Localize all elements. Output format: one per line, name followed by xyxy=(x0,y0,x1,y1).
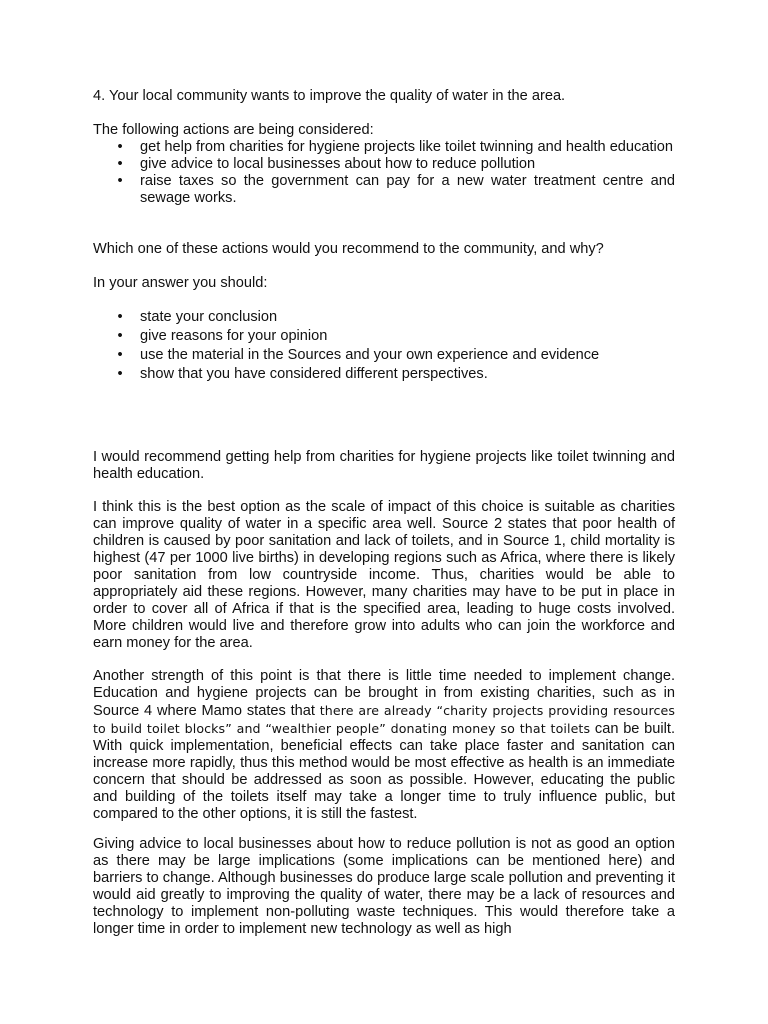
answer-paragraph: Giving advice to local businesses about how to reduce pollution is not as good an option as there may be large implications (some implications can be mentioned here) and barriers to change. Although businesses do produce large scale pollution and preventing it would aid greatly to improving the quality of water, there may be a lack of resources and technology to implement non-polluting waste techniques. This would therefore take a longer time in order to implement new technology as well as high xyxy=(93,836,675,937)
list-item xyxy=(93,156,675,173)
bullet-icon: • xyxy=(117,309,123,325)
bullet-icon: • xyxy=(117,139,123,155)
answer-paragraph xyxy=(93,668,675,823)
answer-instructions-intro: In your answer you should: xyxy=(93,275,268,291)
list-item xyxy=(93,139,675,156)
instruction-text: give reasons for your opinion xyxy=(140,328,328,344)
list-item xyxy=(93,173,675,207)
paragraph-text: Another strength of this point is that there is little time needed to implement change. Education and hygiene projects can be brought in from existing charities, such as in Source 4 where Mamo states that xyxy=(93,668,675,719)
instruction-text: show that you have considered different perspectives. xyxy=(140,366,488,382)
list-item xyxy=(93,328,675,345)
question-prompt: Which one of these actions would you recommend to the community, and why? xyxy=(93,241,604,257)
options-list xyxy=(93,139,675,207)
answer-recommendation: I would recommend getting help from charities for hygiene projects like toilet twinning and health education. xyxy=(93,449,675,482)
option-text: give advice to local businesses about how to reduce pollution xyxy=(140,156,536,172)
list-item xyxy=(93,309,675,326)
bullet-icon: • xyxy=(117,173,123,189)
option-text: raise taxes so the government can pay for a new water treatment centre and sewage works. xyxy=(140,173,675,206)
instruction-text: use the material in the Sources and your own experience and evidence xyxy=(140,347,600,363)
list-item xyxy=(93,347,675,364)
bullet-icon: • xyxy=(117,156,123,172)
question-title: 4. Your local community wants to improve the quality of water in the area. xyxy=(93,88,566,104)
bullet-icon: • xyxy=(117,366,123,382)
instructions-list xyxy=(93,309,675,383)
instruction-text: state your conclusion xyxy=(140,309,278,325)
list-item xyxy=(93,366,675,383)
source-quote: there are already “charity projects providing resources to build toilet blocks” and “wealthier people” donating money so that toilets xyxy=(93,703,675,736)
answer-paragraph: I think this is the best option as the scale of impact of this choice is suitable as charities can improve quality of water in a specific area well. Source 2 states that poor health of children is caused by poor sanitation and lack of toilets, and in Source 1, child mortality is highest (47 per 1000 live births) in developing regions such as Africa, where there is likely poor sanitation from low countryside income. Thus, charities would be able to appropriately aid these regions. However, many charities may have to be put in place in order to cover all of Africa if that is the specified area, leading to huge costs involved. More children would live and therefore grow into adults who can join the workforce and earn money for the area. xyxy=(93,499,675,651)
paragraph-text: can be built. With quick implementation, beneficial effects can take place faster and sanitation can increase more rapidly, thus this method would be most effective as health is an immediate concern that should be addressed as soon as possible. However, educating the public and building of the toilets itself may take a longer time to truly influence public, but compared to the other options, it is still the fastest. xyxy=(93,721,675,822)
option-text: get help from charities for hygiene projects like toilet twinning and health education xyxy=(140,139,673,155)
bullet-icon: • xyxy=(117,347,123,363)
options-intro: The following actions are being considered: xyxy=(93,122,374,138)
bullet-icon: • xyxy=(117,328,123,344)
